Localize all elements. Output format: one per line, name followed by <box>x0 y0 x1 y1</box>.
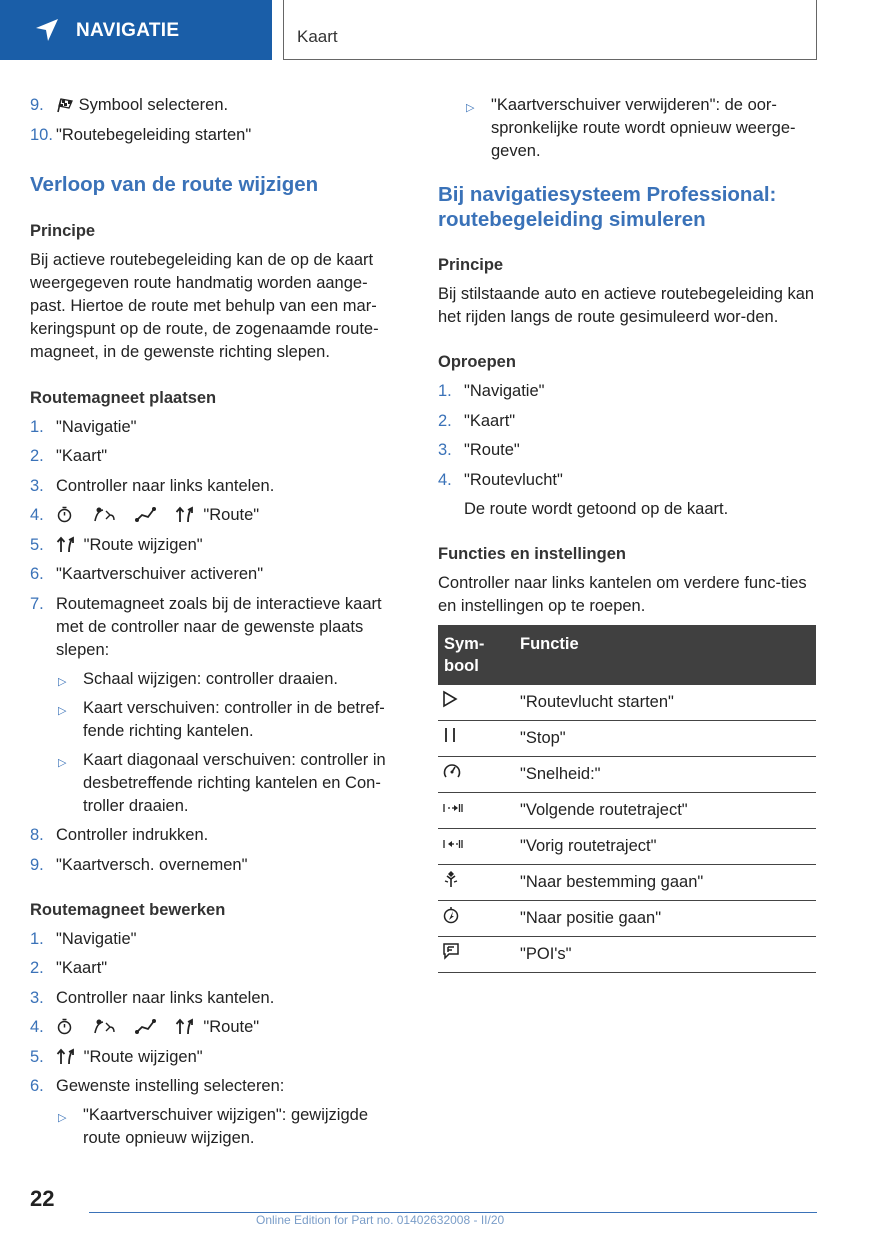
principe-text: Bij stilstaande auto en actieve routebegeleiding kan het rijden langs de route gesimuleerd wor-den. <box>438 285 815 326</box>
stopwatch-icon <box>56 506 73 523</box>
previous-segment-icon <box>442 837 464 851</box>
function-label: "Snelheid:" <box>514 757 816 793</box>
list-item: 1. "Navigatie" <box>30 929 137 948</box>
plaatsen-title: Routemagneet plaatsen <box>30 388 217 407</box>
list-item: 7. Routemagneet zoals bij de interactieve kaart met de controller naar de gewenste plaats slepen: ▷ Schaal wijzigen: controller draaien. ▷ Kaart verschuiven: controller in de betref-fende richting kantelen. ▷ Kaart diagonaal verschuiven: controller in desbetreffende richting kantelen en Con-troller draaien. <box>30 593 400 818</box>
table-row <box>438 901 816 937</box>
list-item: 2. "Kaart" <box>30 959 108 977</box>
function-label: "Naar positie gaan" <box>514 901 816 937</box>
bullet-item: ▷ Kaart verschuiven: controller in de betref-fende richting kantelen. <box>58 698 385 740</box>
principe-title: Principe <box>30 221 96 240</box>
position-icon <box>442 906 460 924</box>
route-options-icon <box>92 1018 116 1035</box>
bullet-list <box>438 94 816 163</box>
section-heading: Bij navigatiesysteem Professional: routebegeleiding simuleren <box>438 183 777 231</box>
function-label: "Vorig routetraject" <box>514 829 816 865</box>
route-line-icon <box>134 506 156 523</box>
navigation-arrow-icon <box>34 17 60 43</box>
list-item: 6. Gewenste instelling selecteren: ▷ "Kaartverschuiver wijzigen": gewijzigde route opnieuw wijzigen. <box>30 1075 400 1150</box>
bewerken-title: Routemagneet bewerken <box>30 900 226 919</box>
section-tab <box>0 0 272 60</box>
function-label: "Routevlucht starten" <box>514 685 816 721</box>
list-item: 3. Controller naar links kantelen. <box>30 476 275 495</box>
next-segment-icon <box>442 801 464 815</box>
table-row <box>438 865 816 901</box>
bullet-item: ▷ "Kaartverschuiver verwijderen": de oor-spronkelijke route wordt opnieuw weerge-geven. <box>466 96 796 160</box>
top-step-list <box>30 94 400 147</box>
list-item <box>30 94 400 117</box>
function-label: "Naar bestemming gaan" <box>514 865 816 901</box>
list-item: 4. "Routevlucht" De route wordt getoond op de kaart. <box>438 469 816 521</box>
function-label: "Stop" <box>514 721 816 757</box>
route-arrows-icon <box>175 506 195 523</box>
list-item: 2. "Kaart" <box>438 411 516 430</box>
plaatsen-step-list <box>30 416 400 877</box>
list-item: 2. "Kaart" <box>30 447 108 465</box>
principe-title: Principe <box>438 256 504 274</box>
triangle-bullet-icon: ▷ <box>58 1112 67 1124</box>
table-header-function: Functie <box>514 625 816 685</box>
list-item: 1. "Navigatie" <box>438 382 545 400</box>
list-item: 4. "Route" <box>30 1018 260 1036</box>
list-item: 9. "Kaartversch. overnemen" <box>30 855 248 874</box>
bullet-list <box>56 1104 400 1150</box>
step-text: Symbool selecteren. <box>78 96 229 114</box>
list-item: 6. "Kaartverschuiver activeren" <box>30 565 264 583</box>
stopwatch-icon <box>56 1018 73 1035</box>
route-arrows-icon <box>175 1018 195 1035</box>
route-arrows-icon <box>56 536 76 553</box>
function-label: "Volgende routetraject" <box>514 793 816 829</box>
destination-icon <box>442 870 460 888</box>
bullet-item: ▷ "Kaartverschuiver wijzigen": gewijzigde route opnieuw wijzigen. <box>58 1106 369 1147</box>
list-item: 5. "Route wijzigen" <box>30 1047 203 1066</box>
bullet-item: ▷ Kaart diagonaal verschuiven: controller in desbetreffende richting kantelen en Con-troller draaien. <box>58 750 386 815</box>
triangle-bullet-icon: ▷ <box>58 704 67 717</box>
list-item: 1. "Navigatie" <box>30 417 137 436</box>
page-number: 22 <box>30 1186 55 1211</box>
functies-text: Controller naar links kantelen om verdere func-ties en instellingen op te roepen. <box>438 573 807 615</box>
table-row <box>438 829 816 865</box>
triangle-bullet-icon: ▷ <box>58 675 67 688</box>
list-item: 3. Controller naar links kantelen. <box>30 988 275 1007</box>
list-item: 5. "Route wijzigen" <box>30 535 203 554</box>
principe-text: Bij actieve routebegeleiding kan de op de kaart weergegeven route handmatig worden aange-past. Hiertoe de route met behulp van een mar-keringspunt op de route, de zogenaamde route-magneet, in de gewenste richting slepen. <box>30 250 379 361</box>
section-heading: Verloop van de route wijzigen <box>30 172 319 196</box>
checkered-flag-icon <box>56 97 74 113</box>
bullet-item: ▷ Schaal wijzigen: controller draaien. <box>56 668 400 691</box>
route-options-icon <box>92 506 116 523</box>
bewerken-step-list <box>30 928 400 1151</box>
left-column <box>30 94 400 1157</box>
function-label: "POI's" <box>514 937 816 973</box>
triangle-bullet-icon: ▷ <box>466 102 475 114</box>
subsection-title: Kaart <box>297 27 338 46</box>
list-item <box>30 124 400 147</box>
footer-text: Online Edition for Part no. 01402632008 - II/20 <box>256 1213 505 1227</box>
table-header-symbol: Sym- bool <box>438 625 514 685</box>
play-icon <box>442 690 458 708</box>
functions-table <box>438 625 816 974</box>
bullet-list <box>56 668 400 818</box>
table-row <box>438 757 816 793</box>
route-line-icon <box>134 1018 156 1035</box>
step-note: De route wordt getoond op de kaart. <box>464 499 729 518</box>
right-column <box>438 94 816 973</box>
oproepen-title: Oproepen <box>438 353 516 371</box>
step-text: "Routebegeleiding starten" <box>56 125 252 144</box>
table-row <box>438 937 816 973</box>
subsection-tab <box>283 0 817 60</box>
table-row <box>438 685 816 721</box>
table-row <box>438 793 816 829</box>
speedometer-icon <box>442 762 462 780</box>
oproepen-step-list <box>438 380 816 521</box>
list-item: 8. Controller indrukken. <box>30 826 209 844</box>
step-number: 9. <box>30 96 44 114</box>
triangle-bullet-icon: ▷ <box>58 756 67 769</box>
list-item: 3. "Route" <box>438 441 520 459</box>
table-row <box>438 721 816 757</box>
route-arrows-icon <box>56 1048 76 1065</box>
functies-title: Functies en instellingen <box>438 544 626 563</box>
poi-icon <box>442 942 460 960</box>
table-header-row <box>438 625 816 685</box>
section-title: NAVIGATIE <box>76 19 180 41</box>
step-number: 10. <box>30 125 53 144</box>
list-item: 4. "Route" <box>30 506 260 524</box>
pause-icon <box>442 726 458 744</box>
